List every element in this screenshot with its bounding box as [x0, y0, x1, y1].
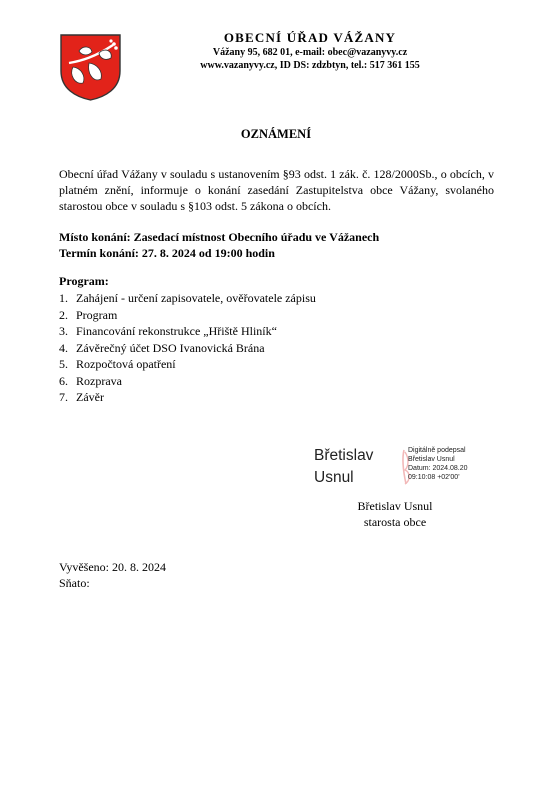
- program-item-text: Závěr: [76, 390, 104, 404]
- document-title: OZNÁMENÍ: [240, 127, 312, 141]
- digital-signature-stamp: [400, 444, 515, 492]
- program-item-text: Zahájení - určení zapisovatele, ověřovatele zápisu: [76, 291, 316, 305]
- signer-role: starosta obce: [363, 515, 427, 529]
- stamp-line: 09:10:08 +02'00': [408, 474, 460, 481]
- stamp-line: Břetislav Usnul: [408, 456, 455, 463]
- program-item-number: 4.: [59, 340, 68, 355]
- signature-name-last: Usnul: [314, 469, 354, 486]
- signature-name-first: Břetislav: [314, 447, 374, 464]
- program-item-number: 3.: [59, 324, 68, 338]
- intro-paragraph: Obecní úřad Vážany v souladu s ustanovením §93 odst. 1 zák. č. 128/2000Sb., o obcích, v platném znění, informuje o konání zasedání Zastupitelstva obce Vážany, svolaného starostou obce v souladu s §103 odst. 5 zákona o obcích.: [59, 167, 494, 213]
- program-item-number: 1.: [59, 291, 68, 305]
- coat-of-arms-icon: [59, 33, 122, 101]
- program-list: [59, 290, 316, 406]
- program-item-number: 2.: [59, 307, 68, 322]
- meeting-details: [59, 229, 379, 261]
- program-item-text: Rozprava: [76, 373, 122, 388]
- program-heading: Program:: [59, 274, 109, 288]
- removed-date: Sňato:: [59, 576, 90, 590]
- signature-stamp-text: [408, 446, 468, 482]
- office-contact: www.vazanyvy.cz, ID DS: zdzbtyn, tel.: 517 361 155: [200, 60, 420, 71]
- program-item-text: Program: [76, 307, 118, 322]
- program-item: [59, 290, 316, 307]
- signer-block: [340, 498, 450, 530]
- program-item: [59, 356, 316, 373]
- program-item: [59, 323, 316, 340]
- program-item: [59, 307, 316, 324]
- program-item-text: Financování rekonstrukce „Hřiště Hliník“: [76, 324, 277, 338]
- signer-name: Břetislav Usnul: [357, 499, 433, 513]
- letterhead: [160, 30, 460, 72]
- stamp-line: Datum: 2024.08.20: [408, 465, 468, 472]
- program-item: [59, 389, 316, 406]
- office-address: Vážany 95, 682 01, e-mail: obec@vazanyvy.cz: [212, 47, 408, 58]
- program-item: [59, 340, 316, 357]
- meeting-venue: Místo konání: Zasedací místnost Obecního úřadu ve Vážanech: [59, 230, 380, 244]
- program-item-text: Rozpočtová opatření: [76, 357, 176, 371]
- meeting-date: Termín konání: 27. 8. 2024 od 19:00 hodin: [59, 246, 275, 260]
- office-name: OBECNÍ ÚŘAD VÁŽANY: [223, 30, 397, 45]
- program-item-number: 6.: [59, 373, 68, 388]
- program-item-number: 7.: [59, 390, 68, 404]
- program-item-number: 5.: [59, 357, 68, 371]
- program-item-text: Závěrečný účet DSO Ivanovická Brána: [76, 340, 265, 355]
- stamp-line: Digitálně podepsal: [408, 447, 466, 454]
- posted-date: Vyvěšeno: 20. 8. 2024: [59, 560, 166, 574]
- program-item: [59, 373, 316, 390]
- digital-signature-name: [314, 445, 373, 489]
- posting-info: [59, 559, 166, 591]
